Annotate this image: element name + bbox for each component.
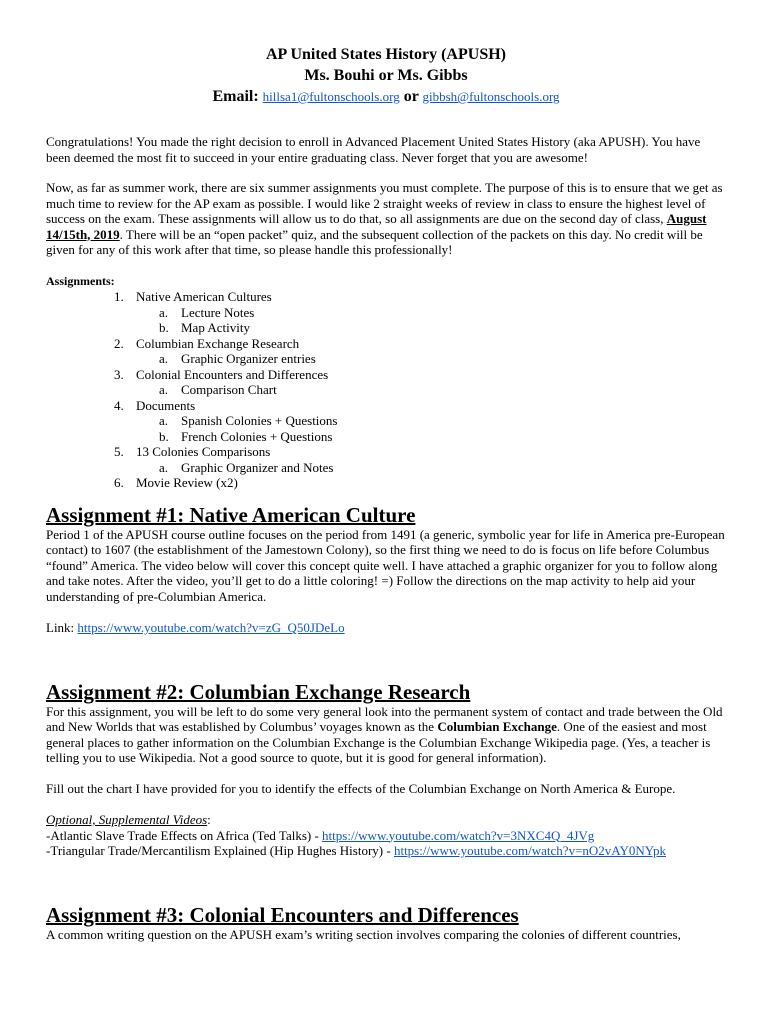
subitem-label: Comparison Chart: [181, 382, 277, 397]
assignment-sublist: [136, 351, 726, 367]
section2-text-before: For this assignment, you will be left to do some very general look into the permanent system of contact and trade between the Old and New Worlds that was established by Columbus’ voyages known as the: [46, 703, 723, 734]
due-date: August 14/15th, 2019: [46, 211, 707, 242]
assignment-number: 2.: [114, 335, 124, 351]
assignment-label: Colonial Encounters and Differences: [136, 366, 329, 382]
document-page: [46, 44, 726, 942]
assignment-sublist: [136, 305, 726, 336]
subitem-letter: b.: [159, 428, 169, 444]
youtube-link-triangular-trade[interactable]: https://www.youtube.com/watch?v=nO2vAY0NYpk: [393, 843, 666, 858]
youtube-link-slave-trade[interactable]: https://www.youtube.com/watch?v=3NXC4Q_4JVg: [322, 827, 595, 843]
subitem-letter: a.: [159, 413, 169, 428]
youtube-link-native-american[interactable]: https://www.youtube.com/watch?v=zG_Q50JDeLo: [77, 620, 345, 635]
document-header: [46, 44, 726, 107]
assignment-label: 13 Colonies Comparisons: [136, 444, 271, 459]
course-title: AP United States History (APUSH): [266, 46, 506, 63]
assignments-title: Assignments:: [46, 273, 115, 288]
email-label: Email:: [212, 88, 259, 105]
assignment-subitem: [159, 413, 726, 429]
email-line: [46, 86, 726, 107]
assignment-subitem: [159, 459, 726, 476]
optional-title-text: Optional, Supplemental Videos: [46, 812, 208, 827]
teacher-names: Ms. Bouhi or Ms. Gibbs: [304, 67, 468, 84]
assignment-sublist: [136, 460, 726, 476]
video1-label: -Atlantic Slave Trade Effects on Africa (Ted Talks) -: [46, 827, 323, 843]
optional-title-colon: :: [207, 812, 211, 827]
subitem-label: Graphic Organizer and Notes: [181, 459, 334, 475]
section3-heading: Assignment #3: Colonial Encounters and Differences: [46, 902, 519, 927]
video2-label: -Triangular Trade/Mercantilism Explained (Hip Hughes History) -: [46, 843, 394, 858]
section2-chart-instruction: Fill out the chart I have provided for you to identify the effects of the Columbian Exchange on North America & Europe.: [46, 780, 676, 796]
video1-line: [46, 828, 726, 844]
assignment-number: 3.: [114, 366, 124, 382]
intro-paragraph: Congratulations! You made the right decision to enroll in Advanced Placement United States History (aka APUSH). You have been deemed the most fit to succeed in your entire graduating class. Never forget that you are awesome!: [46, 134, 701, 165]
summer-text-after: . There will be an “open packet” quiz, and the subsequent collection of the packets on this day. No credit will be given for any of this work after that time, so please handle this professionally!: [46, 226, 703, 257]
section1-link-line: [46, 620, 726, 636]
subitem-letter: a.: [159, 459, 169, 475]
assignment-item: [114, 289, 726, 336]
assignment-label: Native American Cultures: [136, 289, 272, 304]
assignment-subitem: [159, 428, 726, 445]
subitem-letter: b.: [159, 320, 169, 335]
section1-body: Period 1 of the APUSH course outline focuses on the period from 1491 (a generic, symbolic year for life in America pre-European contact) to 1607 (the establishment of the Jamestown Colony), so the first thing we need to do is focus on life before Columbus “found” America. The video below will cover this concept quite well. I have attached a graphic organizer for you to follow along and take notes. After the video, you’ll get to do a little coloring! =) Follow the directions on the map activity to help aid your understanding of pre-Columbian America.: [46, 526, 725, 604]
subitem-letter: a.: [159, 351, 169, 366]
assignment-sublist: [136, 382, 726, 398]
optional-videos-title: [46, 812, 726, 828]
assignment-subitem: [159, 304, 726, 321]
section3-body: A common writing question on the APUSH exam’s writing section involves comparing the colonies of different countries,: [46, 926, 681, 942]
assignment-number: 4.: [114, 397, 124, 413]
assignment-subitem: [159, 351, 726, 367]
assignment-subitem: [159, 382, 726, 398]
assignment-sublist: [136, 413, 726, 444]
subitem-letter: a.: [159, 382, 169, 397]
assignment-number: 6.: [114, 475, 124, 490]
email-link-hillsa[interactable]: hillsa1@fultonschools.org: [262, 89, 400, 104]
assignment-label: Documents: [136, 397, 196, 413]
subitem-label: French Colonies + Questions: [181, 428, 333, 444]
section2-heading: Assignment #2: Columbian Exchange Research: [46, 679, 471, 704]
video2-line: [46, 843, 726, 859]
optional-videos: [46, 812, 726, 859]
section2-body: [46, 704, 726, 766]
assignments-list: [46, 289, 726, 491]
assignment-label: Columbian Exchange Research: [136, 335, 300, 351]
subitem-label: Graphic Organizer entries: [181, 351, 316, 366]
subitem-label: Spanish Colonies + Questions: [181, 413, 338, 428]
email-link-gibbsh[interactable]: gibbsh@fultonschools.org: [422, 89, 560, 104]
subitem-label: Lecture Notes: [181, 304, 255, 320]
section2-text-after: . One of the easiest and most general places to gather information on the Columbian Exchange is the Columbian Exchange Wikipedia page. (Yes, a teacher is telling you to use Wikipedia. Not a good source to quote, but it is good for general information).: [46, 719, 711, 765]
assignment-label: Movie Review (x2): [136, 475, 238, 490]
assignment-item: [114, 475, 726, 491]
assignment-item: [114, 366, 726, 398]
assignment-item: [114, 397, 726, 445]
assignment-item: [114, 444, 726, 475]
summer-work-paragraph: [46, 180, 726, 258]
link-label: Link:: [46, 620, 78, 635]
section1-heading: Assignment #1: Native American Culture: [46, 502, 416, 527]
assignment-number: 5.: [114, 444, 124, 459]
assignment-item: [114, 335, 726, 367]
subitem-letter: a.: [159, 304, 169, 320]
summer-text-before: Now, as far as summer work, there are six summer assignments you must complete. The purpose of this is to ensure that we get as much time to review for the AP exam as possible. I would like 2 straight weeks of review in class to ensure the highest level of success on the exam. These assignments will allow us to do that, so all assignments are due on the second day of class,: [46, 180, 723, 226]
columbian-exchange-bold: Columbian Exchange: [437, 719, 557, 734]
email-or: or: [403, 88, 419, 105]
subitem-label: Map Activity: [181, 320, 250, 335]
assignment-subitem: [159, 320, 726, 336]
assignment-number: 1.: [114, 289, 124, 304]
